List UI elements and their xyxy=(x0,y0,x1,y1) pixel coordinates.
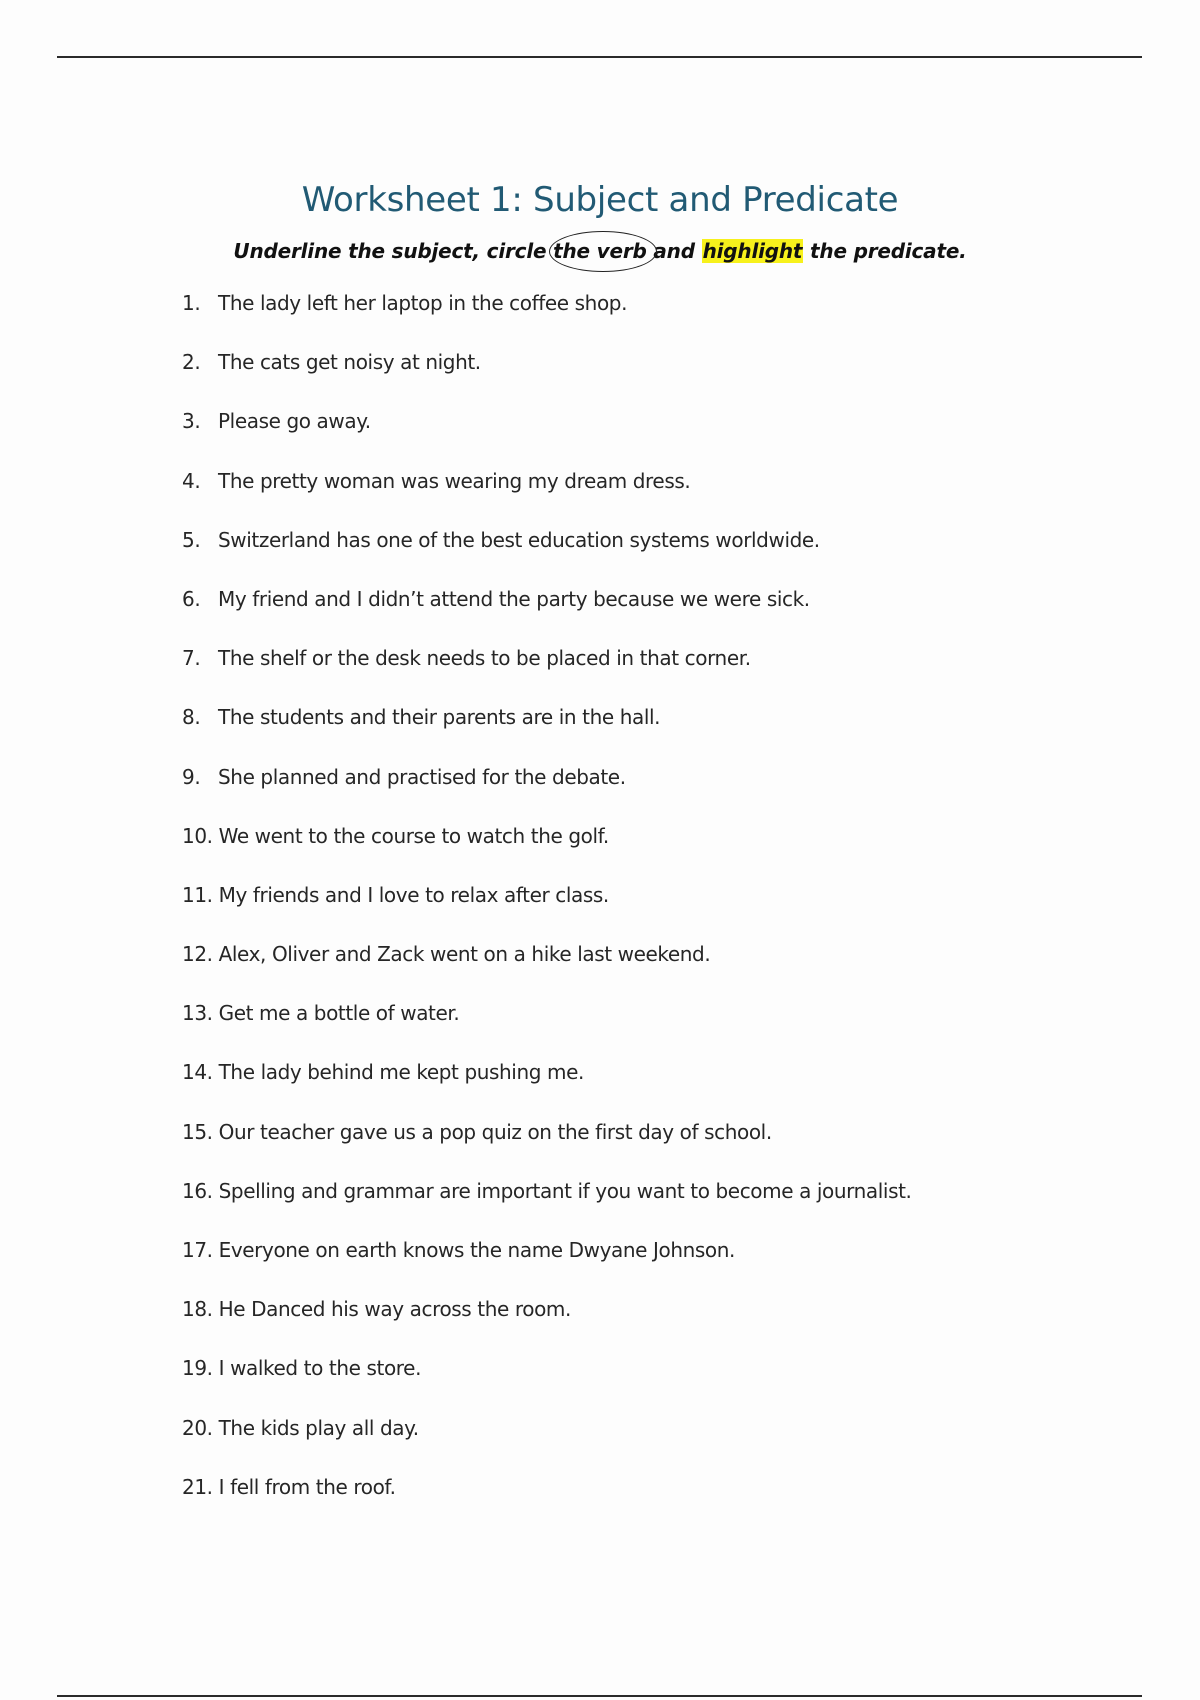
sentence-item xyxy=(182,405,912,464)
item-number: 5. xyxy=(182,527,201,552)
item-number: 3. xyxy=(182,409,201,434)
item-sentence: The students and their parents are in the hall. xyxy=(218,705,661,730)
highlighted-word: highlight xyxy=(702,239,803,263)
sentence-item xyxy=(182,465,912,524)
item-number: 6. xyxy=(182,586,201,611)
item-sentence: I fell from the roof. xyxy=(218,1474,396,1499)
circled-text: the verb xyxy=(553,239,647,263)
item-sentence: Switzerland has one of the best education systems worldwide. xyxy=(218,527,820,552)
item-number: 4. xyxy=(182,468,201,493)
top-rule xyxy=(57,56,1142,58)
sentence-item xyxy=(182,583,912,642)
instruction-part-3: the predicate. xyxy=(803,239,967,263)
item-sentence: My friends and I love to relax after class. xyxy=(218,882,609,907)
sentence-item xyxy=(182,1234,912,1293)
item-sentence: We went to the course to watch the golf. xyxy=(218,823,609,848)
sentence-item xyxy=(182,997,912,1056)
circle-mark xyxy=(549,231,657,272)
item-number: 18. xyxy=(182,1297,213,1322)
item-sentence: Please go away. xyxy=(218,409,371,434)
sentence-item xyxy=(182,1471,912,1530)
sentence-item xyxy=(182,642,912,701)
item-number: 19. xyxy=(182,1356,213,1381)
item-number: 15. xyxy=(182,1119,213,1144)
sentence-item xyxy=(182,346,912,405)
circled-verb-example xyxy=(553,236,647,266)
sentence-item xyxy=(182,820,912,879)
instruction-part-2: and xyxy=(646,239,702,263)
worksheet-title: Worksheet 1: Subject and Predicate xyxy=(301,180,899,220)
item-number: 12. xyxy=(182,942,213,967)
sentence-item xyxy=(182,1116,912,1175)
sentence-item xyxy=(182,938,912,997)
item-sentence: Get me a bottle of water. xyxy=(218,1001,460,1026)
sentence-item xyxy=(182,761,912,820)
sentence-item xyxy=(182,524,912,583)
sentence-item xyxy=(182,701,912,760)
item-number: 8. xyxy=(182,705,201,730)
item-sentence: The pretty woman was wearing my dream dress. xyxy=(218,468,691,493)
item-number: 10. xyxy=(182,823,213,848)
instruction-line xyxy=(0,236,1200,266)
item-sentence: The lady behind me kept pushing me. xyxy=(218,1060,584,1085)
item-number: 2. xyxy=(182,350,201,375)
item-sentence: I walked to the store. xyxy=(218,1356,422,1381)
item-number: 1. xyxy=(182,291,201,315)
item-sentence: The kids play all day. xyxy=(218,1415,419,1440)
item-number: 16. xyxy=(182,1178,213,1203)
item-sentence: Our teacher gave us a pop quiz on the first day of school. xyxy=(218,1119,772,1144)
sentence-item xyxy=(182,1352,912,1411)
item-sentence: My friend and I didn’t attend the party because we were sick. xyxy=(218,586,810,611)
item-sentence: He Danced his way across the room. xyxy=(218,1297,571,1322)
item-sentence: Everyone on earth knows the name Dwyane Johnson. xyxy=(218,1238,735,1262)
item-number: 11. xyxy=(182,882,213,907)
item-sentence: The lady left her laptop in the coffee shop. xyxy=(218,291,628,315)
item-sentence: Spelling and grammar are important if you want to become a journalist. xyxy=(218,1178,912,1203)
item-number: 21. xyxy=(182,1474,213,1499)
item-sentence: Alex, Oliver and Zack went on a hike last weekend. xyxy=(218,942,711,967)
instruction-part-1: Underline the subject, circle xyxy=(233,239,554,263)
item-sentence: The cats get noisy at night. xyxy=(218,350,481,375)
item-number: 20. xyxy=(182,1415,213,1440)
sentence-item xyxy=(182,879,912,938)
item-number: 13. xyxy=(182,1001,213,1026)
bottom-rule xyxy=(57,1695,1142,1697)
item-number: 17. xyxy=(182,1238,213,1262)
sentence-item xyxy=(182,1056,912,1115)
item-number: 9. xyxy=(182,764,201,789)
item-number: 14. xyxy=(182,1060,213,1085)
item-sentence: The shelf or the desk needs to be placed in that corner. xyxy=(218,646,751,671)
sentence-item xyxy=(182,1293,912,1352)
item-sentence: She planned and practised for the debate. xyxy=(218,764,626,789)
sentence-item xyxy=(182,287,912,346)
item-number: 7. xyxy=(182,646,201,671)
sentence-item xyxy=(182,1412,912,1471)
sentence-list xyxy=(182,287,912,1530)
sentence-item xyxy=(182,1175,912,1234)
